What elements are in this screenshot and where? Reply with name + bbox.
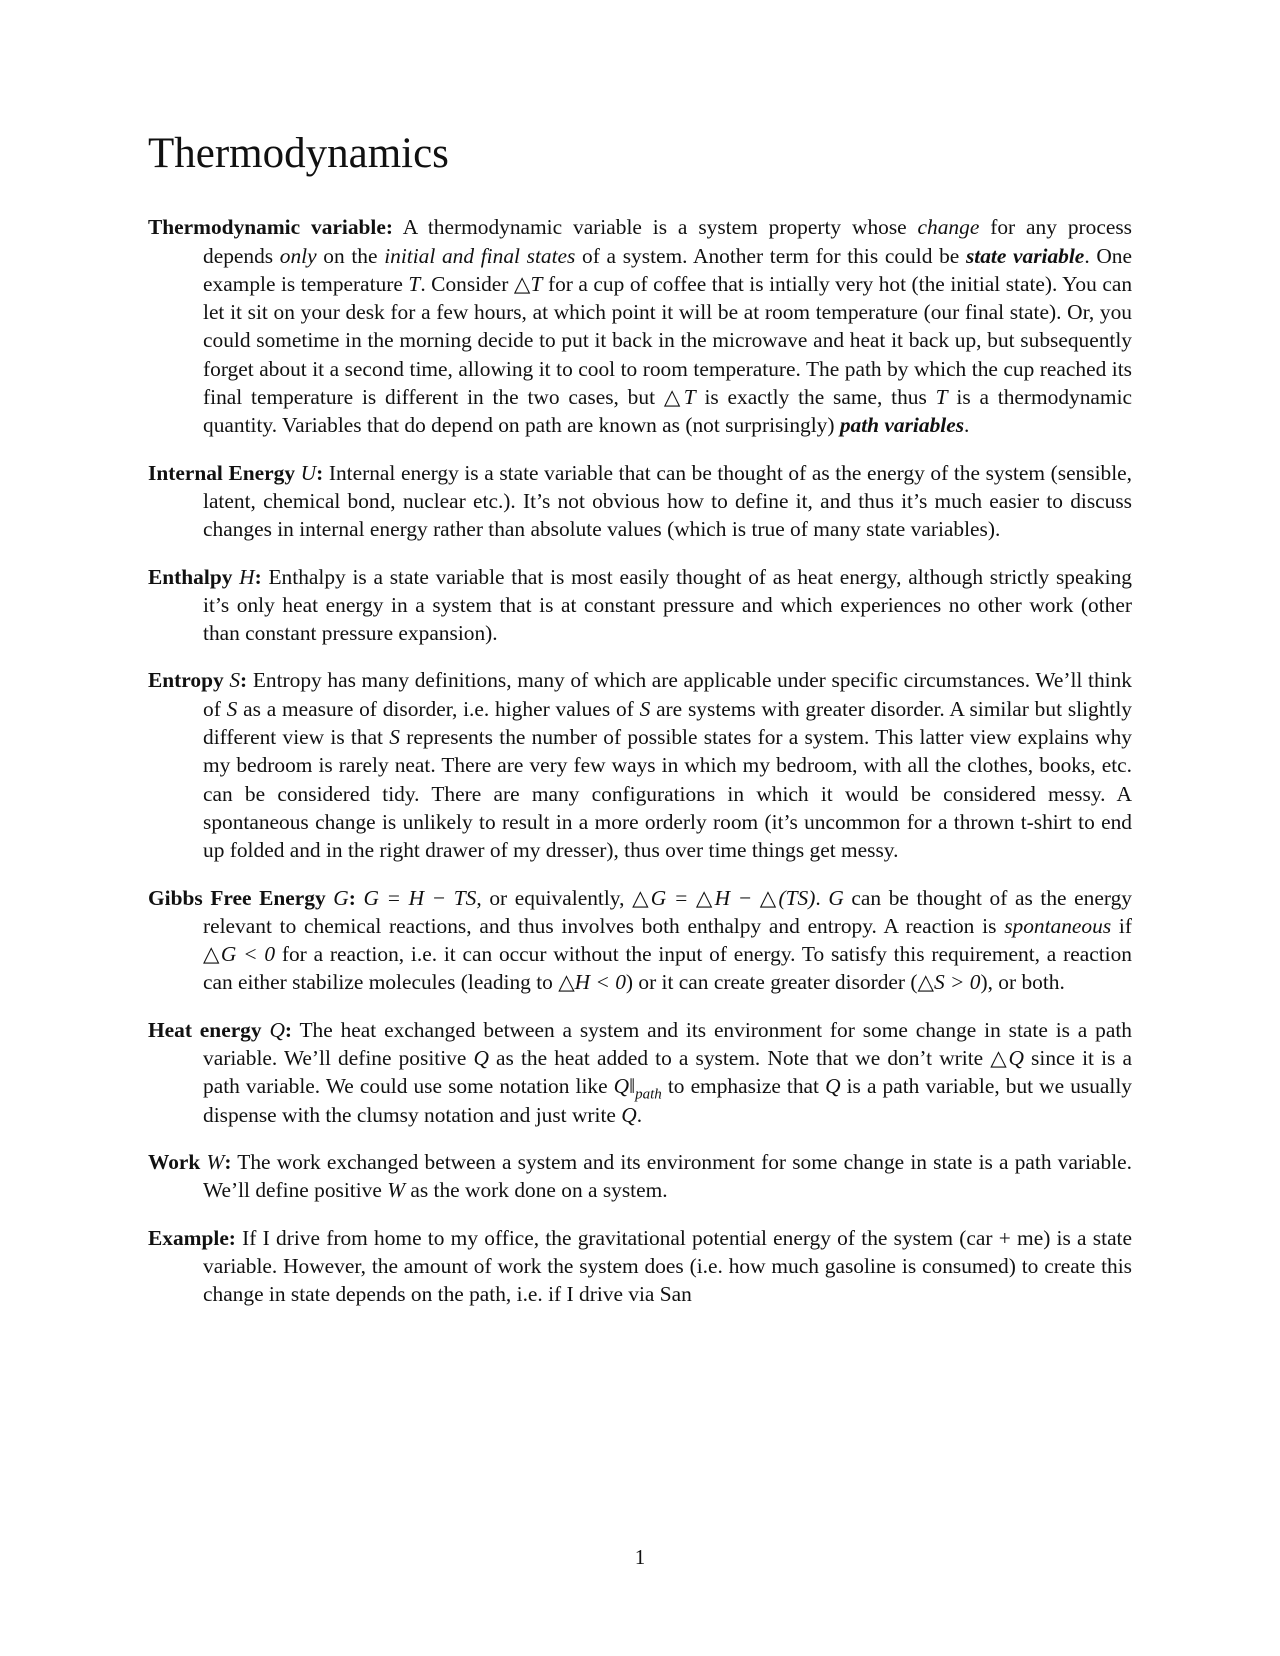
document-page <box>148 130 1132 1327</box>
term-label: Entropy S: <box>148 668 248 693</box>
page-title: Thermodynamics <box>148 130 449 177</box>
formula: △H < 0 <box>558 970 626 995</box>
entry-example: Example: If I drive from home to my office, the gravitational potential energy of the system (car + me) is a state variable. However, the amount of work the system does (i.e. how much gasoline is consumed) to create this change in state depends on the path, i.e. if I drive via San <box>148 1225 1132 1307</box>
keyword-path-variables: path variables <box>839 413 965 438</box>
entry-work: Work W: The work exchanged between a system and its environment for some change in state is a path variable. We’ll define positive W as the work done on a system. <box>148 1149 1132 1203</box>
keyword-state-variable: state variable <box>965 243 1085 268</box>
page-number: 1 <box>634 1545 646 1569</box>
formula: △S > 0 <box>917 970 981 995</box>
term-label: Internal Energy U: <box>148 460 324 485</box>
entry-internal-energy: Internal Energy U: Internal energy is a state variable that can be thought of as the energy of the system (sensible, latent, chemical bond, nuclear etc.). It’s not obvious how to define it, and thus it’s much easier to discuss changes in internal energy rather than absolute values (which is true of many state variables). <box>148 460 1132 542</box>
entry-enthalpy: Enthalpy H: Enthalpy is a state variable that is most easily thought of as heat energy, although strictly speaking it’s only heat energy in a system that is at constant pressure and which experiences no other work (other than constant pressure expansion). <box>148 564 1132 646</box>
term-label: Thermodynamic variable: <box>148 215 393 240</box>
term-label: Gibbs Free Energy G: <box>148 885 356 910</box>
formula: G = H − TS <box>355 885 477 910</box>
entry-heat-energy: Heat energy Q: The heat exchanged between a system and its environment for some change in state is a path variable. We’ll define positive Q as the heat added to a system. Note that we don’t write △Q since it is a path variable. We could use some notation like $Q‖_{path}$ to emphasize that Q is a path variable, but we usually dispense with the clumsy notation and just write Q. <box>148 1017 1132 1127</box>
formula: △G < 0 <box>203 942 276 967</box>
term-label: Heat energy Q: <box>148 1017 293 1042</box>
entry-entropy: Entropy S: Entropy has many definitions, many of which are applicable under specific circumstances. We’ll think of S as a measure of disorder, i.e. higher values of S are systems with greater disorder. A similar but slightly different view is that S represents the number of possible states for a system. This latter view explains why my bedroom is rarely neat. There are very few ways in which my bedroom, with all the clothes, books, etc. can be considered tidy. There are many configurations in which it would be considered messy. A spontaneous change is unlikely to result in a more orderly room (it’s uncommon for a thrown t-shirt to end up folded and in the right drawer of my dresser), thus over time things get messy. <box>148 668 1132 863</box>
entry-gibbs-free-energy: Gibbs Free Energy G: G = H − TS, or equivalently, △G = △H − △(TS). G can be thought of as the energy relevant to chemical reactions, and thus involves both enthalpy and entropy. A reaction is spontaneous if △G < 0 for a reaction, i.e. it can occur without the input of energy. To satisfy this requirement, a reaction can either stabilize molecules (leading to △H < 0) or it can create greater disorder (△S > 0), or both. <box>148 885 1132 995</box>
entry-thermodynamic-variable: Thermodynamic variable: A thermodynamic variable is a system property whose change for any process depends only on the initial and final states of a system. Another term for this could be state variable. One example is temperature T. Consider △T for a cup of coffee that is intially very hot (the initial state). You can let it sit on your desk for a few hours, at which point it will be at room temperature (our final state). Or, you could sometime in the morning decide to put it back in the microwave and heat it back up, but subsequently forget about it a second time, allowing it to cool to room temperature. The path by which the cup reached its final temperature is different in the two cases, but △T is exactly the same, thus T is a thermodynamic quantity. Variables that do depend on path are known as (not surprisingly) path variables. <box>148 215 1133 438</box>
term-label: Enthalpy H: <box>148 564 262 589</box>
term-label: Example: <box>148 1225 236 1250</box>
term-label: Work W: <box>148 1149 232 1174</box>
formula: △G = △H − △(TS) <box>632 885 816 910</box>
